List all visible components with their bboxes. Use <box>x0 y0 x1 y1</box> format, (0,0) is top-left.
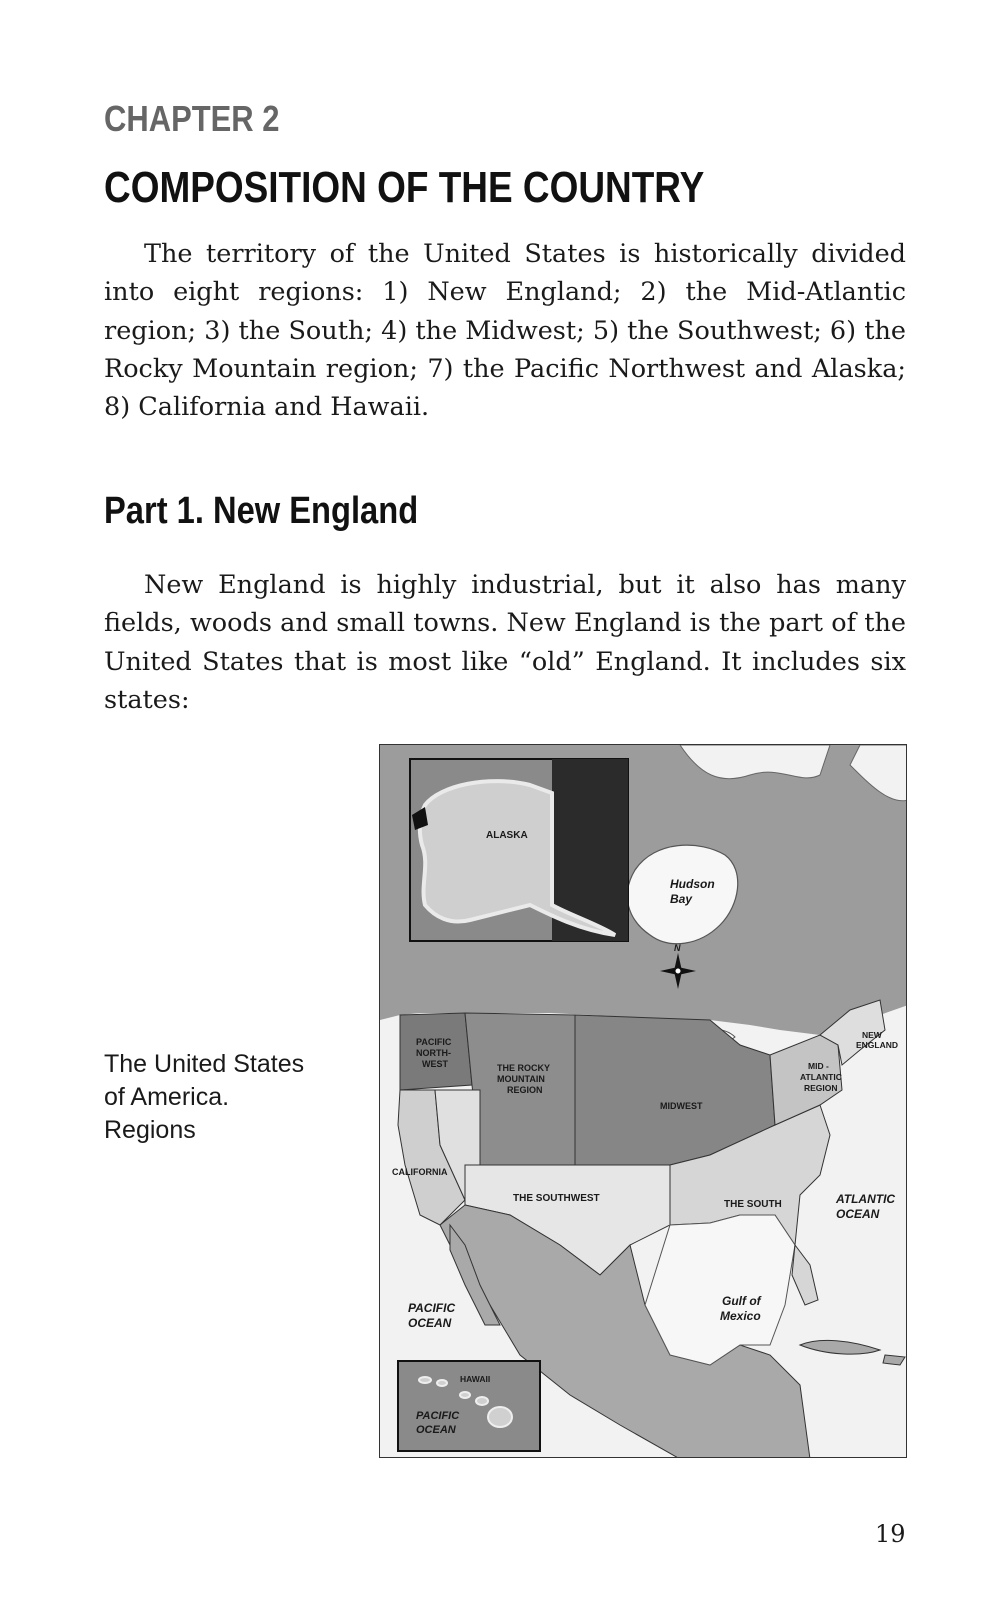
label-mid-atlantic: ATLANTIC <box>800 1072 842 1082</box>
hawaii-island <box>476 1397 488 1405</box>
label-new-england: ENGLAND <box>856 1040 899 1050</box>
label-atlantic-ocean: ATLANTIC <box>836 1192 896 1206</box>
label-pacific-northwest: NORTH- <box>416 1048 451 1058</box>
page-number: 19 <box>875 1520 906 1548</box>
label-midwest: MIDWEST <box>660 1101 703 1111</box>
label-atlantic-ocean: OCEAN <box>836 1207 880 1221</box>
figure-caption <box>104 1048 304 1147</box>
chapter-title: COMPOSITION OF THE COUNTRY <box>104 163 705 212</box>
hawaii-island <box>437 1380 447 1386</box>
label-rocky-mountain: REGION <box>507 1085 543 1095</box>
label-rocky-mountain: THE ROCKY <box>497 1063 551 1073</box>
label-pacific-northwest: PACIFIC <box>416 1037 452 1047</box>
hawaii-island <box>488 1407 512 1427</box>
caption-line: Regions <box>104 1116 196 1144</box>
label-hudson-bay: Bay <box>670 892 693 906</box>
part-title: Part 1. New England <box>104 490 419 532</box>
us-regions-map <box>379 744 907 1458</box>
label-compass-north: N <box>674 943 681 953</box>
caption-line: The United States <box>104 1050 305 1078</box>
hawaii-island <box>419 1377 431 1383</box>
label-pacific-northwest: WEST <box>422 1059 448 1069</box>
label-california: CALIFORNIA <box>392 1167 448 1177</box>
label-pacific-ocean: PACIFIC <box>408 1301 456 1315</box>
label-hudson-bay: Hudson <box>670 877 715 891</box>
label-new-england: NEW <box>862 1030 882 1040</box>
chapter-label: CHAPTER 2 <box>104 98 280 139</box>
label-southwest: THE SOUTHWEST <box>513 1193 600 1204</box>
caption-line: of America. <box>104 1083 230 1111</box>
label-alaska: ALASKA <box>486 830 528 841</box>
label-south: THE SOUTH <box>724 1199 782 1210</box>
new-england-paragraph: New England is highly industrial, but it also has many fields, woods and small towns. New England is the part of the United States that is most like “old” England. It includes six states: <box>104 570 906 715</box>
label-hawaii-pacific-ocean: PACIFIC <box>416 1410 460 1422</box>
label-hawaii-pacific-ocean: OCEAN <box>416 1424 456 1436</box>
intro-paragraph: The territory of the United States is historically divided into eight regions: 1) New England; 2) the Mid-Atlantic region; 3) the South; 4) the Midwest; 5) the Southwest; 6) the Rocky Mountain region; 7) the Pacific Northwest and Alaska; 8) California and Hawaii. <box>104 239 906 423</box>
label-pacific-ocean: OCEAN <box>408 1316 452 1330</box>
label-mid-atlantic: MID - <box>808 1061 829 1071</box>
label-gulf-of-mexico: Gulf of <box>722 1294 761 1308</box>
label-rocky-mountain: MOUNTAIN <box>497 1074 545 1084</box>
label-mid-atlantic: REGION <box>804 1083 838 1093</box>
label-gulf-of-mexico: Mexico <box>720 1309 761 1323</box>
hawaii-island <box>460 1392 470 1398</box>
label-hawaii: HAWAII <box>460 1374 491 1384</box>
